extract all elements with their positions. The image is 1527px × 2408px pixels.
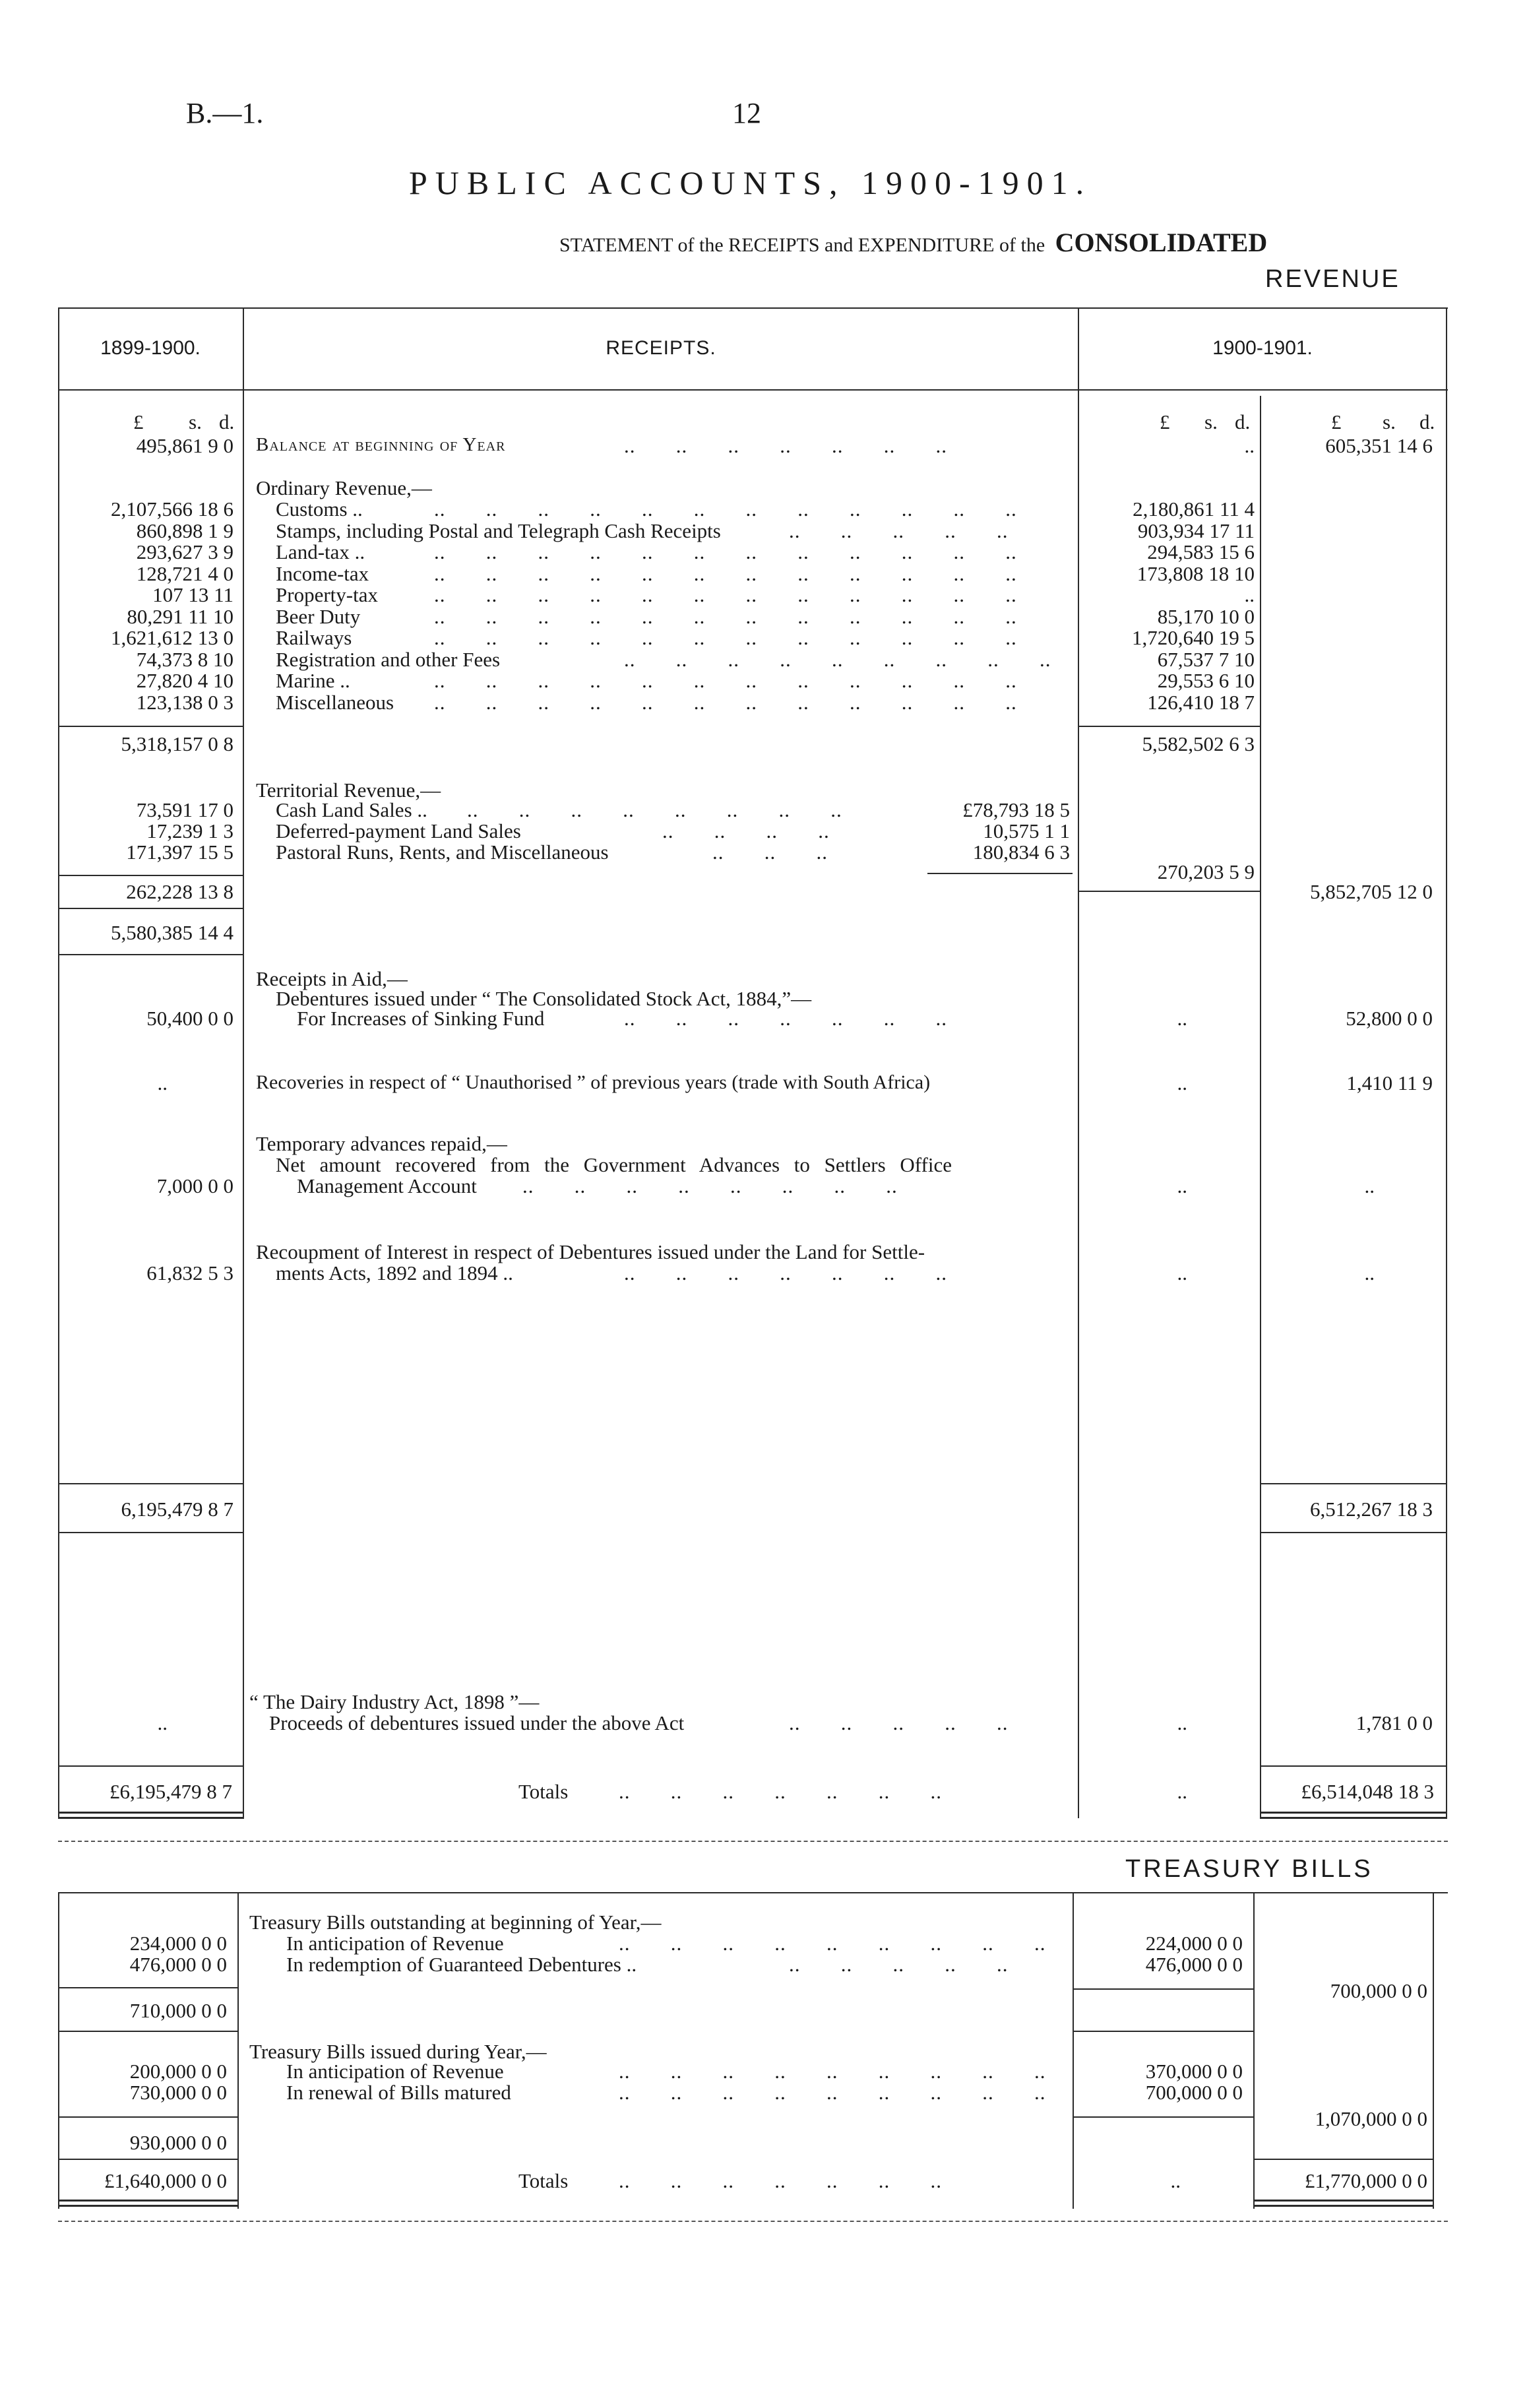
temp-total: .. (1364, 1174, 1375, 1197)
ordinary-curr-amount: .. (1244, 583, 1255, 606)
temp-heading: Temporary advances repaid,— (256, 1132, 507, 1155)
recoveries-label: Recoveries in respect of “ Unauthorised ” of previous years (trade with South Africa) (256, 1071, 931, 1093)
dairy-line1: “ The Dairy Industry Act, 1898 ”— (249, 1690, 540, 1713)
temp-leader: .. .. .. .. .. .. .. .. (522, 1174, 898, 1197)
ordinary-curr-amount: 1,720,640 19 5 (1132, 626, 1255, 649)
treasury-item-leader: .. .. .. .. .. .. .. .. .. (619, 2060, 1046, 2083)
ordinary-subtotal-curr: 5,582,502 6 3 (1142, 732, 1255, 755)
statement-subtitle-text: STATEMENT of the RECEIPTS and EXPENDITURE of the (559, 234, 1045, 256)
ordinary-item-leader: .. .. .. .. .. .. .. .. .. .. .. .. (434, 669, 1017, 692)
col-header-receipts: RECEIPTS. (606, 337, 716, 359)
temp-prev: 7,000 0 0 (156, 1174, 234, 1197)
prev-shilling-unit: s. (189, 410, 202, 433)
ordinary-item-label: Property-tax (276, 583, 378, 606)
ordinary-curr-amount: 294,583 15 6 (1147, 540, 1255, 563)
ordinary-item-leader: .. .. .. .. .. .. .. .. .. .. .. .. (434, 626, 1017, 649)
totals-prev-rule-top (59, 1765, 243, 1767)
issued-heading: Treasury Bills issued during Year,— (249, 2040, 547, 2063)
totals-curr-rule-top (1261, 1765, 1447, 1767)
treasury-prev-amount: 476,000 0 0 (129, 1953, 227, 1976)
territorial-prev-amount: 171,397 15 5 (126, 840, 234, 864)
territorial-item-label: Cash Land Sales .. (276, 798, 427, 821)
ordinary-item-label: Registration and other Fees (276, 647, 501, 671)
ordinary-prev-amount: 293,627 3 9 (136, 540, 234, 563)
ordinary-item-leader: .. .. .. .. .. .. .. .. .. (624, 647, 1051, 671)
col-header-curr-year: 1900-1901. (1212, 337, 1313, 359)
aid-heading: Receipts in Aid,— (256, 967, 408, 990)
recoveries-total: 1,410 11 9 (1346, 1071, 1433, 1094)
outstanding-total: 700,000 0 0 (1330, 1979, 1427, 2002)
col-header-prev-year: 1899-1900. (100, 337, 201, 359)
treasury-prev-amount: 730,000 0 0 (129, 2081, 227, 2104)
receipts-divider (1078, 307, 1079, 1818)
territorial-amount-rule (927, 873, 1073, 874)
territorial-prev-amount: 73,591 17 0 (136, 798, 234, 821)
territorial-item-leader: .. .. .. (712, 840, 828, 864)
treasury-totals-curr: £1,770,000 0 0 (1305, 2169, 1427, 2192)
totals-mid: .. (1177, 1780, 1187, 1803)
treasury-item-label: In anticipation of Revenue (286, 1932, 504, 1955)
treasury-right-border (1433, 1892, 1434, 2209)
section-separator (58, 1841, 1448, 1842)
totals-curr: £6,514,048 18 3 (1301, 1780, 1434, 1803)
totals-prev-double-rule-2 (58, 1817, 244, 1819)
grand-prev: 6,195,479 8 7 (121, 1498, 234, 1521)
ordinary-item-label: Beer Duty (276, 604, 361, 628)
treasury-curr-amount: 700,000 0 0 (1145, 2081, 1243, 2104)
grand-curr: 6,512,267 18 3 (1310, 1498, 1433, 1521)
treasury-bills-heading: TREASURY BILLS (1125, 1855, 1373, 1883)
dairy-prev: .. (157, 1711, 168, 1734)
treasury-item-label: In redemption of Guaranteed Debentures .. (286, 1953, 637, 1976)
ordinary-curr-amount: 29,553 6 10 (1157, 669, 1255, 692)
ordinary-item-leader: .. .. .. .. .. .. .. .. .. .. .. .. (434, 604, 1017, 628)
territorial-prev-amount: 17,239 1 3 (146, 819, 234, 842)
territorial-curr-rule (1079, 891, 1260, 892)
ordinary-item-label: Marine .. (276, 669, 350, 692)
treasury-prev-amount: 200,000 0 0 (129, 2060, 227, 2083)
total-pound-unit: £ (1331, 410, 1342, 433)
ordinary-prev-amount: 128,721 4 0 (136, 561, 234, 585)
prev-pound-unit: £ (133, 410, 144, 433)
dairy-total: 1,781 0 0 (1356, 1711, 1433, 1734)
temp-line2: Management Account (297, 1174, 477, 1197)
right-border (1446, 307, 1447, 1818)
revenue-label: REVENUE (1265, 265, 1400, 293)
statement-subtitle (559, 230, 1267, 256)
ordinary-prev-amount: 860,898 1 9 (136, 519, 234, 542)
ordinary-curr-amount: 903,934 17 11 (1137, 519, 1255, 542)
ordinary-revenue-heading: Ordinary Revenue,— (256, 476, 432, 499)
treasury-item-label: In renewal of Bills matured (286, 2081, 511, 2104)
ordinary-prev-rule (59, 726, 243, 727)
treasury-prev-double-rule-1 (58, 2200, 239, 2202)
total-pence-unit: d. (1419, 410, 1435, 433)
treasury-curr-amount: 476,000 0 0 (1145, 1953, 1243, 1976)
ordinary-item-leader: .. .. .. .. .. .. .. .. .. .. .. .. (434, 690, 1017, 714)
territorial-item-leader: .. .. .. .. .. .. .. .. (467, 798, 842, 821)
ordinary-curr-rule (1079, 726, 1260, 727)
treasury-item-leader: .. .. .. .. .. .. .. .. .. (619, 2081, 1046, 2104)
consolidated-label: CONSOLIDATED (1055, 228, 1268, 257)
header-bottom-rule (58, 389, 1448, 391)
balance-leader: .. .. .. .. .. .. .. (624, 434, 947, 457)
territorial-item-leader: .. .. .. .. (662, 819, 830, 842)
territorial-subtotal-prev: 262,228 13 8 (126, 880, 234, 903)
issued-curr-rule-bottom (1255, 2159, 1434, 2160)
prev-year-divider (243, 307, 244, 1818)
aid-total: 52,800 0 0 (1346, 1007, 1433, 1030)
ordinary-item-label: Income-tax (276, 561, 369, 585)
territorial-amount: £78,793 18 5 (962, 798, 1070, 821)
ordinary-item-leader: .. .. .. .. .. .. .. .. .. .. .. .. (434, 497, 1017, 521)
combined-prev-rule-bottom (59, 954, 243, 955)
ordinary-subtotal-prev: 5,318,157 0 8 (121, 732, 234, 755)
dairy-line2: Proceeds of debentures issued under the above Act (269, 1711, 685, 1734)
treasury-totals-leader: .. .. .. .. .. .. .. (619, 2169, 942, 2192)
page-number: 12 (732, 97, 761, 129)
totals-curr-double-rule-2 (1260, 1817, 1447, 1819)
ordinary-curr-amount: 126,410 18 7 (1147, 690, 1255, 714)
ordinary-item-leader: .. .. .. .. .. (789, 519, 1009, 542)
recoup-line2: ments Acts, 1892 and 1894 .. (276, 1261, 513, 1284)
ordinary-prev-amount: 74,373 8 10 (136, 647, 234, 671)
ordinary-item-leader: .. .. .. .. .. .. .. .. .. .. .. .. (434, 540, 1017, 563)
mid-pound-unit: £ (1160, 410, 1170, 433)
treasury-prev-amount: 234,000 0 0 (129, 1932, 227, 1955)
recoup-prev: 61,832 5 3 (146, 1261, 234, 1284)
recoveries-prev: .. (157, 1071, 168, 1094)
treasury-mid-divider (1253, 1892, 1255, 2209)
treasury-prev-double-rule-2 (58, 2205, 239, 2207)
prev-pence-unit: d. (219, 410, 235, 433)
outstanding-prev-rule (59, 1987, 237, 1988)
treasury-totals-mid: .. (1170, 2169, 1181, 2192)
aid-line2: For Increases of Sinking Fund (297, 1007, 545, 1030)
treasury-totals-prev: £1,640,000 0 0 (104, 2169, 227, 2192)
ordinary-item-label: Customs .. (276, 497, 363, 521)
ordinary-curr-amount: 85,170 10 0 (1157, 604, 1255, 628)
mid-pence-unit: d. (1235, 410, 1251, 433)
outstanding-curr-rule-bottom (1074, 2031, 1253, 2032)
recoveries-mid: .. (1177, 1071, 1187, 1094)
temp-line1: Net amount recovered from the Government Advances to Settlers Office (276, 1153, 952, 1176)
treasury-totals-label: Totals (518, 2169, 569, 2192)
ordinary-prev-amount: 2,107,566 18 6 (111, 497, 234, 521)
grand-curr-rule-top (1261, 1483, 1447, 1484)
treasury-label-divider (1073, 1892, 1074, 2209)
totals-prev: £6,195,479 8 7 (109, 1780, 232, 1803)
totals-leader: .. .. .. .. .. .. .. (619, 1780, 942, 1803)
territorial-revenue-heading: Territorial Revenue,— (256, 778, 441, 802)
ordinary-item-leader: .. .. .. .. .. .. .. .. .. .. .. .. (434, 561, 1017, 585)
grand-curr-rule-bottom (1261, 1532, 1447, 1533)
dairy-mid: .. (1177, 1711, 1187, 1734)
issued-subtotal-prev: 930,000 0 0 (129, 2131, 227, 2154)
ordinary-prev-amount: 80,291 11 10 (127, 604, 234, 628)
issued-curr-rule (1074, 2116, 1253, 2118)
totals-prev-double-rule-1 (58, 1812, 244, 1814)
balance-label: Balance at beginning of Year (256, 434, 506, 455)
territorial-item-label: Deferred-payment Land Sales (276, 819, 521, 842)
ordinary-prev-amount: 107 13 11 (152, 583, 234, 606)
treasury-item-leader: .. .. .. .. .. .. .. .. .. (619, 1932, 1046, 1955)
aid-mid: .. (1177, 1007, 1187, 1030)
mid-shilling-unit: s. (1204, 410, 1218, 433)
issued-prev-rule (59, 2116, 237, 2118)
ordinary-prev-amount: 1,621,612 13 0 (111, 626, 234, 649)
mid-divider (1260, 396, 1261, 1818)
balance-mid: .. (1244, 434, 1255, 457)
treasury-prev-divider (237, 1892, 239, 2209)
issued-prev-rule-bottom (59, 2159, 237, 2160)
treasury-curr-amount: 370,000 0 0 (1145, 2060, 1243, 2083)
issued-total: 1,070,000 0 0 (1315, 2107, 1427, 2130)
aid-prev: 50,400 0 0 (146, 1007, 234, 1030)
table-top-rule (58, 307, 1448, 309)
aid-line1: Debentures issued under “ The Consolidated Stock Act, 1884,”— (276, 987, 812, 1010)
grand-prev-rule-top (59, 1483, 243, 1484)
recoup-mid: .. (1177, 1261, 1187, 1284)
combined-prev: 5,580,385 14 4 (111, 921, 234, 944)
dairy-leader: .. .. .. .. .. (789, 1711, 1009, 1734)
ordinary-item-leader: .. .. .. .. .. .. .. .. .. .. .. .. (434, 583, 1017, 606)
outstanding-curr-rule (1074, 1988, 1253, 1990)
territorial-prev-rule (59, 875, 243, 876)
ordinary-item-label: Stamps, including Postal and Telegraph Cash Receipts (276, 519, 721, 542)
treasury-curr-double-rule-2 (1253, 2205, 1434, 2207)
treasury-curr-double-rule-1 (1253, 2200, 1434, 2202)
grand-prev-rule-bottom (59, 1532, 243, 1533)
ordinary-item-label: Land-tax .. (276, 540, 365, 563)
recoup-total: .. (1364, 1261, 1375, 1284)
outstanding-heading: Treasury Bills outstanding at beginning of Year,— (249, 1911, 662, 1934)
page-reference: B.—1. (186, 97, 264, 129)
territorial-subtotal-curr: 270,203 5 9 (1157, 860, 1255, 883)
totals-label: Totals (518, 1780, 569, 1803)
ordinary-item-label: Miscellaneous (276, 690, 394, 714)
ordinary-item-label: Railways (276, 626, 352, 649)
page-title: PUBLIC ACCOUNTS, 1900-1901. (409, 164, 1092, 201)
balance-prev: 495,861 9 0 (136, 434, 234, 457)
outstanding-subtotal-prev: 710,000 0 0 (129, 1999, 227, 2022)
territorial-item-label: Pastoral Runs, Rents, and Miscellaneous (276, 840, 609, 864)
temp-mid: .. (1177, 1174, 1187, 1197)
treasury-bottom-rule (58, 2221, 1448, 2222)
treasury-curr-amount: 224,000 0 0 (1145, 1932, 1243, 1955)
treasury-top-rule (58, 1892, 1448, 1893)
combined-prev-rule-top (59, 908, 243, 909)
total-shilling-unit: s. (1383, 410, 1396, 433)
outstanding-prev-rule-bottom (59, 2031, 237, 2032)
ordinary-curr-amount: 173,808 18 10 (1137, 561, 1255, 585)
ordinary-curr-amount: 67,537 7 10 (1157, 647, 1255, 671)
territorial-amount: 180,834 6 3 (972, 840, 1070, 864)
territorial-amount: 10,575 1 1 (983, 819, 1070, 842)
totals-curr-double-rule-1 (1260, 1812, 1447, 1814)
aid-leader: .. .. .. .. .. .. .. (624, 1007, 947, 1030)
ordinary-curr-amount: 2,180,861 11 4 (1133, 497, 1255, 521)
ordinary-prev-amount: 27,820 4 10 (136, 669, 234, 692)
ordinary-prev-amount: 123,138 0 3 (136, 690, 234, 714)
recoup-leader: .. .. .. .. .. .. .. (624, 1261, 947, 1284)
treasury-item-label: In anticipation of Revenue (286, 2060, 504, 2083)
revenue-total-curr: 5,852,705 12 0 (1310, 880, 1433, 903)
recoup-line1: Recoupment of Interest in respect of Debentures issued under the Land for Settle- (256, 1240, 925, 1263)
balance-total: 605,351 14 6 (1325, 434, 1433, 457)
treasury-item-leader: .. .. .. .. .. (789, 1953, 1009, 1976)
